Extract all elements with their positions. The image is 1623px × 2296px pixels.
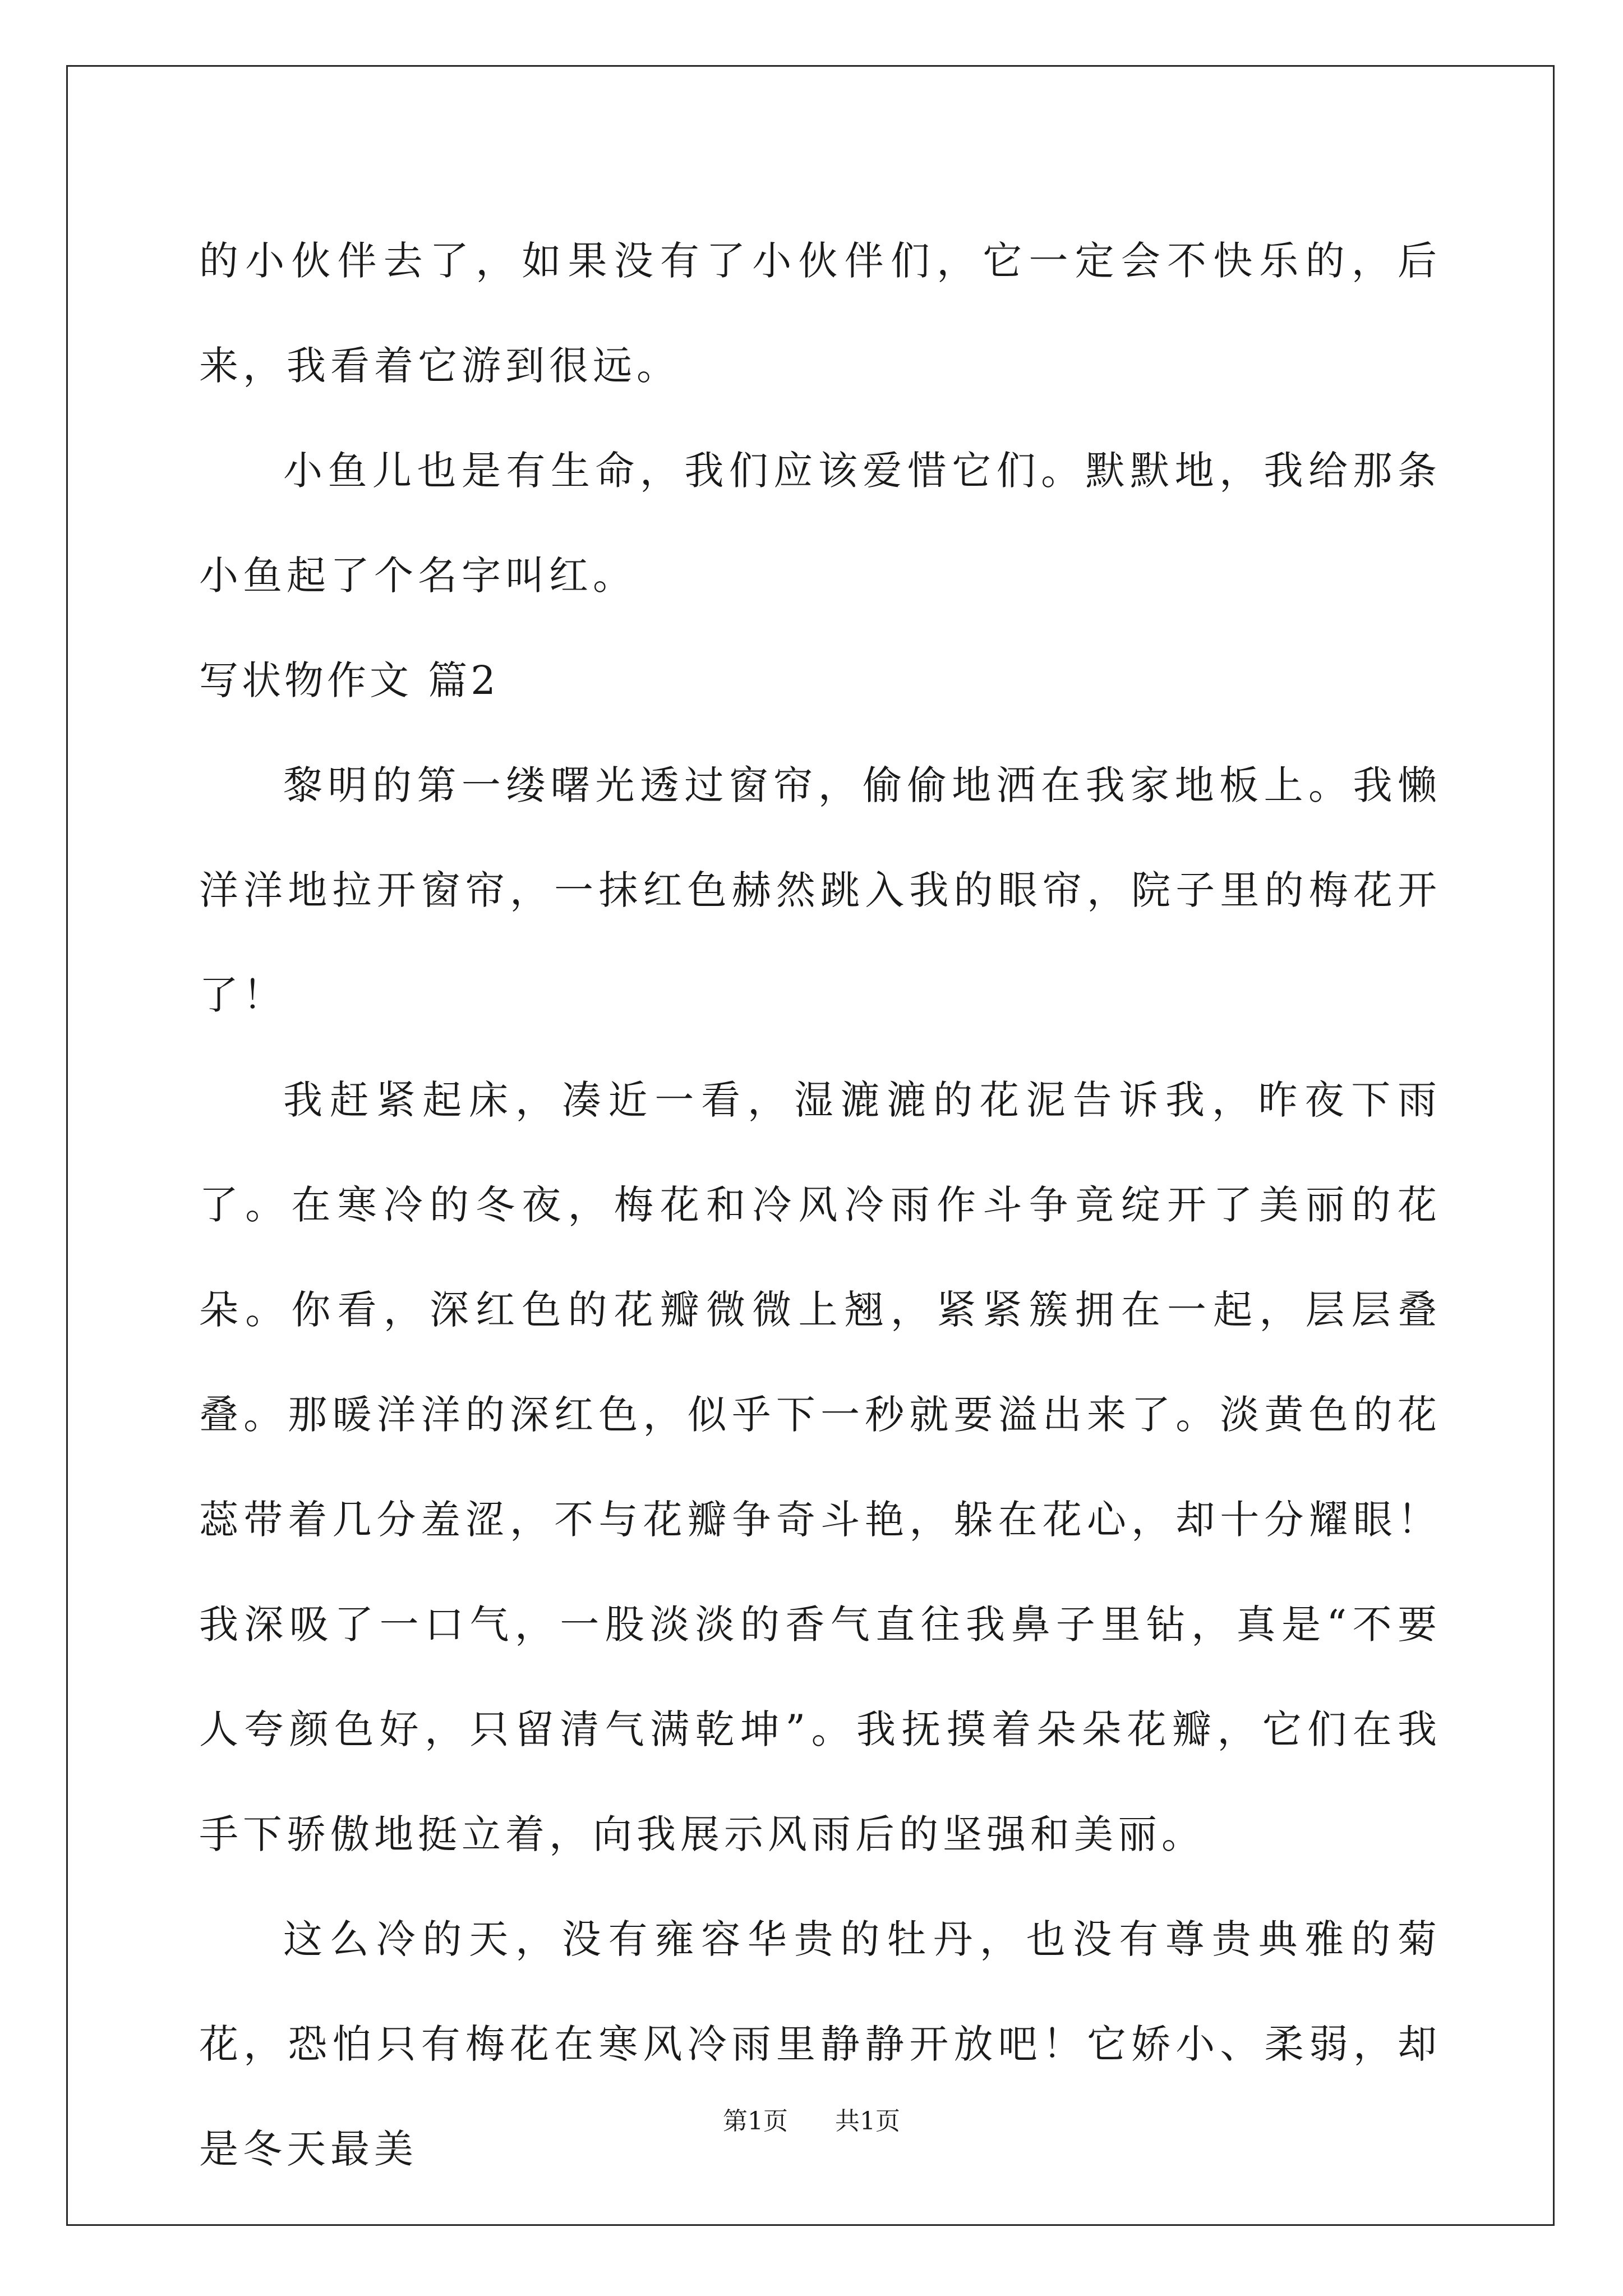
paragraph: 我赶紧起床，凑近一看，湿漉漉的花泥告诉我，昨夜下雨了。在寒冷的冬夜，梅花和冷风冷雨作斗争竟绽开了美丽的花朵。你看，深红色的花瓣微微上翘，紧紧簇拥在一起，层层叠叠。那暖洋洋的深红色，似乎下一秒就要溢出来了。淡黄色的花蕊带着几分羞涩，不与花瓣争奇斗艳，躲在花心，却十分耀眼！我深吸了一口气，一股淡淡的香气直往我鼻子里钻，真是“不要人夸颜色好，只留清气满乾坤”。我抚摸着朵朵花瓣，它们在我手下骄傲地挺立着，向我展示风雨后的坚强和美丽。 <box>199 1077 1441 1857</box>
paragraph: 的小伙伴去了，如果没有了小伙伴们，它一定会不快乐的，后来，我看着它游到很远。 <box>199 238 1441 389</box>
section-heading: 写状物作文 篇2 <box>199 657 499 703</box>
page-number-total: 共1页 <box>835 2107 900 2136</box>
paragraph: 黎明的第一缕曙光透过窗帘，偷偷地洒在我家地板上。我懒洋洋地拉开窗帘，一抹红色赫然跳入我的眼帘，院子里的梅花开了！ <box>199 762 1441 1018</box>
paragraph: 小鱼儿也是有生命，我们应该爱惜它们。默默地，我给那条小鱼起了个名字叫红。 <box>199 448 1441 599</box>
page-number-current: 第1页 <box>723 2107 788 2136</box>
paragraph: 这么冷的天，没有雍容华贵的牡丹，也没有尊贵典雅的菊花，恐怕只有梅花在寒风冷雨里静静开放吧！它娇小、柔弱，却是冬天最美 <box>199 1916 1441 2172</box>
document-body <box>199 209 1441 2202</box>
page-footer <box>0 2101 1623 2137</box>
